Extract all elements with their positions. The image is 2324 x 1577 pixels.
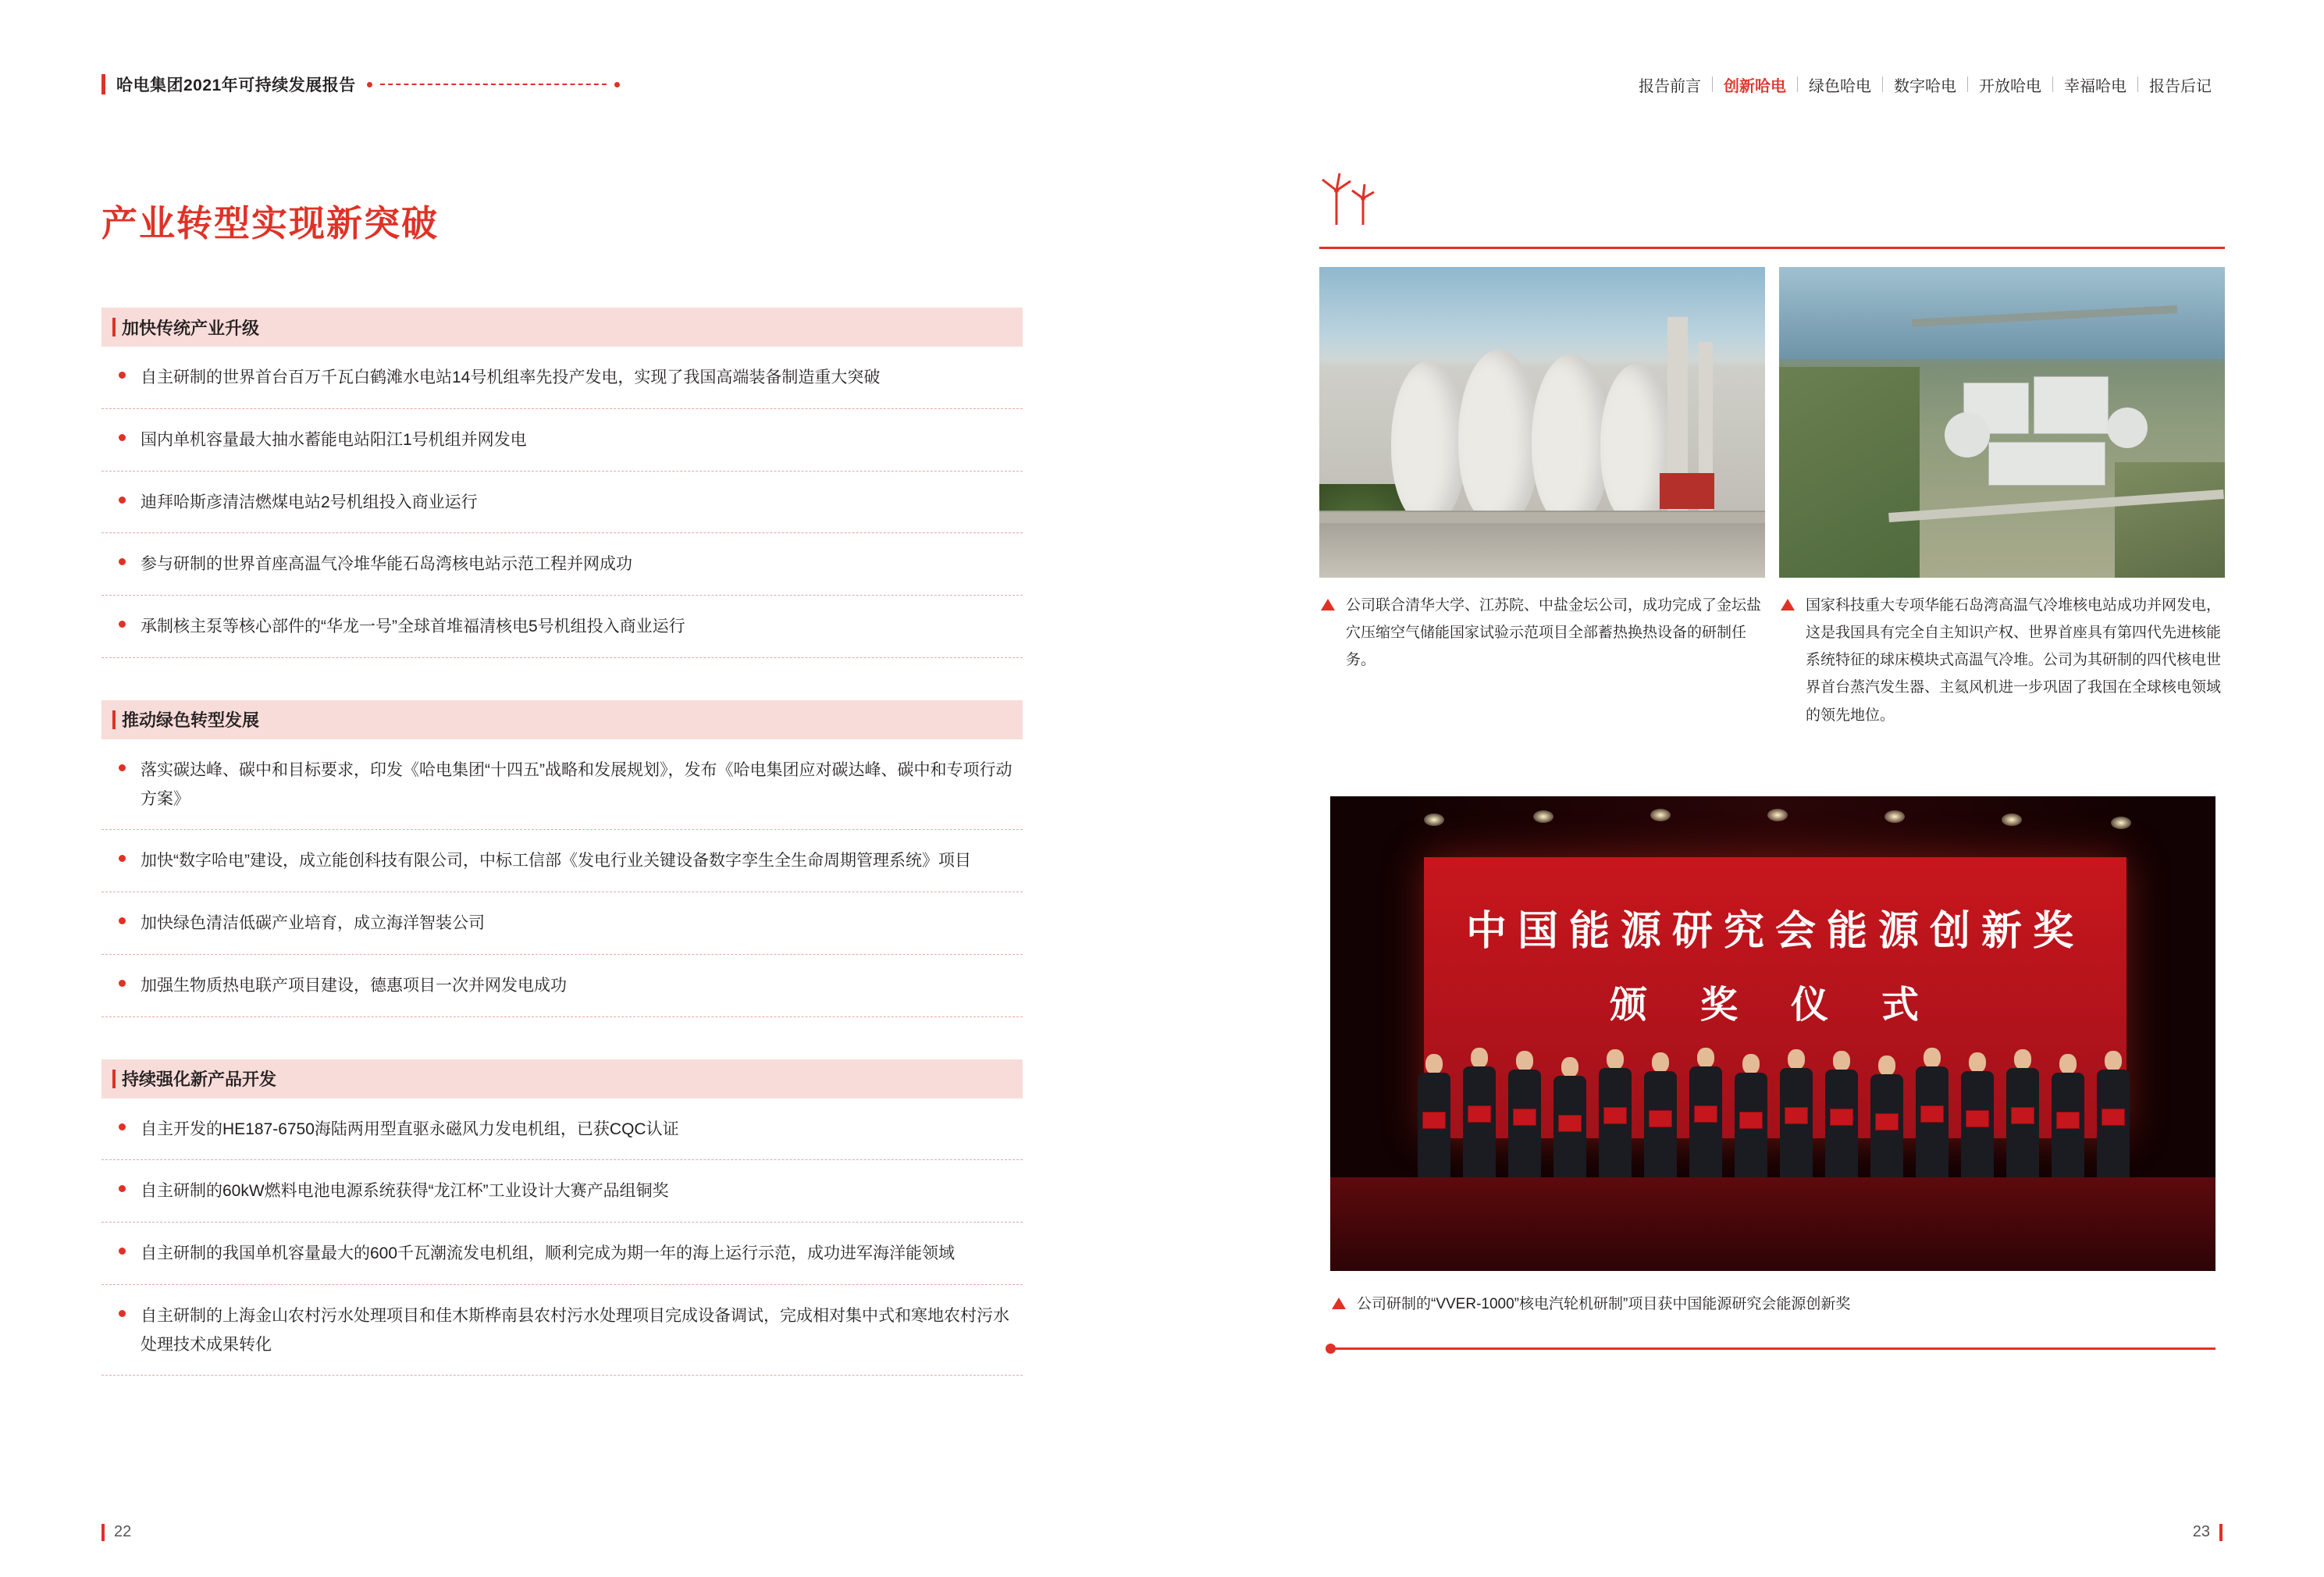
list-item: 自主研制的我国单机容量最大的600千瓦潮流发电机组，顺利完成为期一年的海上运行示范，成功进军海洋能领域 <box>101 1223 1023 1285</box>
wind-turbine-icon <box>1319 172 1413 226</box>
list-item: 国内单机容量最大抽水蓄能电站阳江1号机组并网发电 <box>101 409 1023 472</box>
list-item: 加快绿色清洁低碳产业培育，成立海洋智装公司 <box>101 892 1023 955</box>
section-heading: 推动绿色转型发展 <box>101 700 1023 739</box>
footer-accent-bar <box>101 1524 105 1541</box>
photo-caption-row <box>1319 592 2225 729</box>
photo-building <box>1988 442 2105 486</box>
list-item: 自主研制的60kW燃料电池电源系统获得“龙江杯”工业设计大赛产品组铜奖 <box>101 1160 1023 1223</box>
photo-tank <box>1532 354 1610 526</box>
left-page-footer <box>101 1523 131 1541</box>
section-nav[interactable] <box>1628 69 2223 100</box>
photo-compressed-air-energy-storage-plant <box>1319 267 1765 578</box>
photo-caption-left <box>1319 592 1765 729</box>
caption-text: 公司研制的“VVER-1000”核电汽轮机研制”项目获中国能源研究会能源创新奖 <box>1357 1296 1851 1312</box>
photo-shidaowan-nuclear-plant-aerial <box>1779 267 2225 578</box>
list-item: 承制核主泵等核心部件的“华龙一号”全球首堆福清核电5号机组投入商业运行 <box>101 596 1023 658</box>
section-traditional-industry <box>101 308 1023 658</box>
header-dot-icon <box>367 82 372 87</box>
page-header <box>101 69 2223 100</box>
triangle-bullet-icon <box>1781 599 1795 611</box>
header-book-title: 哈电集团2021年可持续发展报告 <box>116 77 356 94</box>
triangle-bullet-icon <box>1332 1298 1346 1309</box>
nav-item-3[interactable]: 数字哈电 <box>1894 77 1956 95</box>
list-item: 自主开发的HE187-6750海陆两用型直驱永磁风力发电机组，已获CQC认证 <box>101 1098 1023 1161</box>
nav-item-1[interactable]: 创新哈电 <box>1724 77 1786 95</box>
section-new-product-development <box>101 1059 1023 1376</box>
section-items <box>101 1098 1023 1376</box>
list-item: 参与研制的世界首座高温气冷堆华能石岛湾核电站示范工程并网成功 <box>101 533 1023 596</box>
banner-line-2: 颁 奖 仪 式 <box>1609 984 1941 1026</box>
right-page-bottom-rule <box>1330 1347 2215 1350</box>
left-page-content <box>101 195 1023 1418</box>
header-dot-icon <box>614 82 620 87</box>
triangle-bullet-icon <box>1321 599 1335 611</box>
page-number-right: 23 <box>2192 1523 2210 1540</box>
nav-item-5[interactable]: 幸福哈电 <box>2064 77 2126 95</box>
header-dashed-rule <box>380 84 607 85</box>
list-item: 迪拜哈斯彦清洁燃煤电站2号机组投入商业运行 <box>101 472 1023 534</box>
nav-item-6[interactable]: 报告后记 <box>2149 77 2212 95</box>
header-decoration <box>367 82 628 87</box>
list-item: 自主研制的世界首台百万千瓦白鹤滩水电站14号机组率先投产发电，实现了我国高端装备制造重大突破 <box>101 347 1023 409</box>
photo-row <box>1319 267 2225 578</box>
caption-text: 国家科技重大专项华能石岛湾高温气冷堆核电站成功并网发电，这是我国具有完全自主知识产权、世界首座具有第四代先进核能系统特征的球床模块式高温气冷堆。公司为其研制的四代核电世界首台蒸汽发生器、主氦风机进一步巩固了我国在全球核电领域的领先地位。 <box>1806 597 2222 724</box>
photo-energy-innovation-award-ceremony <box>1330 796 2215 1271</box>
photo-vegetation <box>1779 367 1920 578</box>
list-item: 加强生物质热电联产项目建设，德惠项目一次并网发电成功 <box>101 955 1023 1017</box>
nav-item-4[interactable]: 开放哈电 <box>1979 77 2041 95</box>
photo-red-equipment <box>1660 473 1714 509</box>
award-photo-caption <box>1330 1291 2215 1318</box>
section-heading: 加快传统产业升级 <box>101 308 1023 347</box>
list-item: 落实碳达峰、碳中和目标要求，印发《哈电集团“十四五”战略和发展规划》，发布《哈电集团应对碳达峰、碳中和专项行动方案》 <box>101 739 1023 831</box>
header-book-title-group <box>101 69 628 100</box>
photo-reactor-dome <box>1945 412 1990 457</box>
section-green-transformation <box>101 700 1023 1017</box>
nav-item-0[interactable]: 报告前言 <box>1639 77 1701 95</box>
footer-accent-bar <box>2219 1524 2223 1541</box>
list-item: 自主研制的上海金山农村污水处理项目和佳木斯桦南县农村污水处理项目完成设备调试，完成相对集中式和寒地农村污水处理技术成果转化 <box>101 1285 1023 1376</box>
photo-ceiling-lights <box>1330 809 2215 840</box>
nav-item-2[interactable]: 绿色哈电 <box>1809 77 1871 95</box>
list-item: 加快“数字哈电”建设，成立能创科技有限公司，中标工信部《发电行业关键设备数字孪生全生命周期管理系统》项目 <box>101 830 1023 892</box>
photo-caption-right <box>1779 592 2225 729</box>
photo-tank <box>1391 361 1466 525</box>
header-accent-bar <box>101 74 105 94</box>
photo-reactor-dome <box>2107 408 2148 448</box>
right-page-footer <box>2193 1523 2223 1541</box>
photo-award-recipients <box>1416 1001 2134 1196</box>
section-items <box>101 739 1023 1017</box>
photo-pipeline <box>1319 512 1765 523</box>
section-heading: 持续强化新产品开发 <box>101 1059 1023 1098</box>
photo-vegetation <box>2115 462 2225 578</box>
photo-building <box>2034 376 2109 434</box>
page-number-left: 22 <box>114 1523 132 1540</box>
banner-line-1: 中国能源研究会能源创新奖 <box>1465 910 2084 954</box>
page-title: 产业转型实现新突破 <box>101 203 439 244</box>
photo-tank <box>1458 350 1539 526</box>
photo-stage-floor <box>1330 1177 2215 1271</box>
caption-text: 公司联合清华大学、江苏院、中盐金坛公司，成功完成了金坛盐穴压缩空气储能国家试验示范项目全部蓄热换热设备的研制任务。 <box>1346 597 1762 669</box>
section-items <box>101 347 1023 658</box>
right-page-top-rule <box>1319 247 2225 249</box>
